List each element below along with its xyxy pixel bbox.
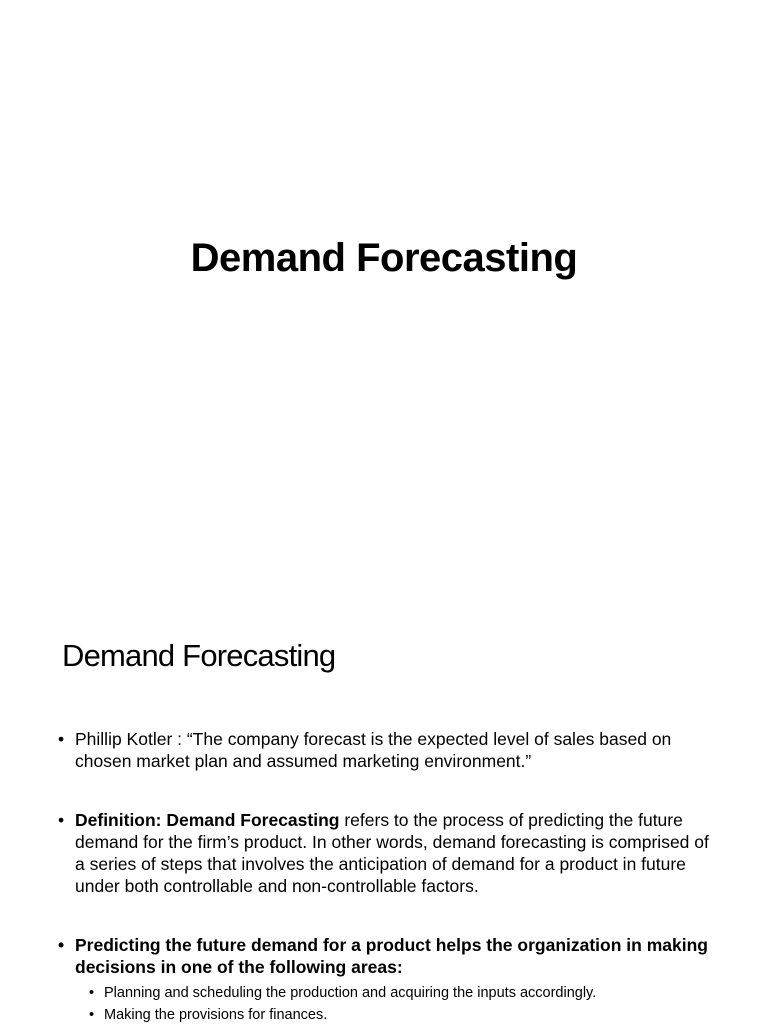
definition-term: Definition: Demand Forecasting — [75, 810, 340, 830]
bullet-list — [0, 728, 768, 1024]
slide-2-title: Demand Forecasting — [62, 638, 336, 673]
slide-2 — [0, 600, 768, 1024]
bullet-definition — [75, 809, 715, 897]
bullet-decision-areas: • Predicting the future demand for a product helps the organization in making decisions in one of the following areas: — [75, 934, 715, 978]
slide-1-title: Demand Forecasting — [190, 236, 578, 280]
definition-text: refers to the process of predicting the future demand for the firm’s product. In other words, demand forecasting is comprised of a series of steps that involves the anticipation of demand for a product in future under both controllable and non-controllable factors. — [75, 810, 709, 896]
sub-bullet-finances: • Making the provisions for finances. — [104, 1004, 724, 1024]
bullet-kotler-quote: • Phillip Kotler : “The company forecast is the expected level of sales based on chosen market plan and assumed marketing environment.” — [75, 728, 715, 772]
sub-bullet-planning: • Planning and scheduling the production and acquiring the inputs accordingly. — [104, 982, 724, 1004]
